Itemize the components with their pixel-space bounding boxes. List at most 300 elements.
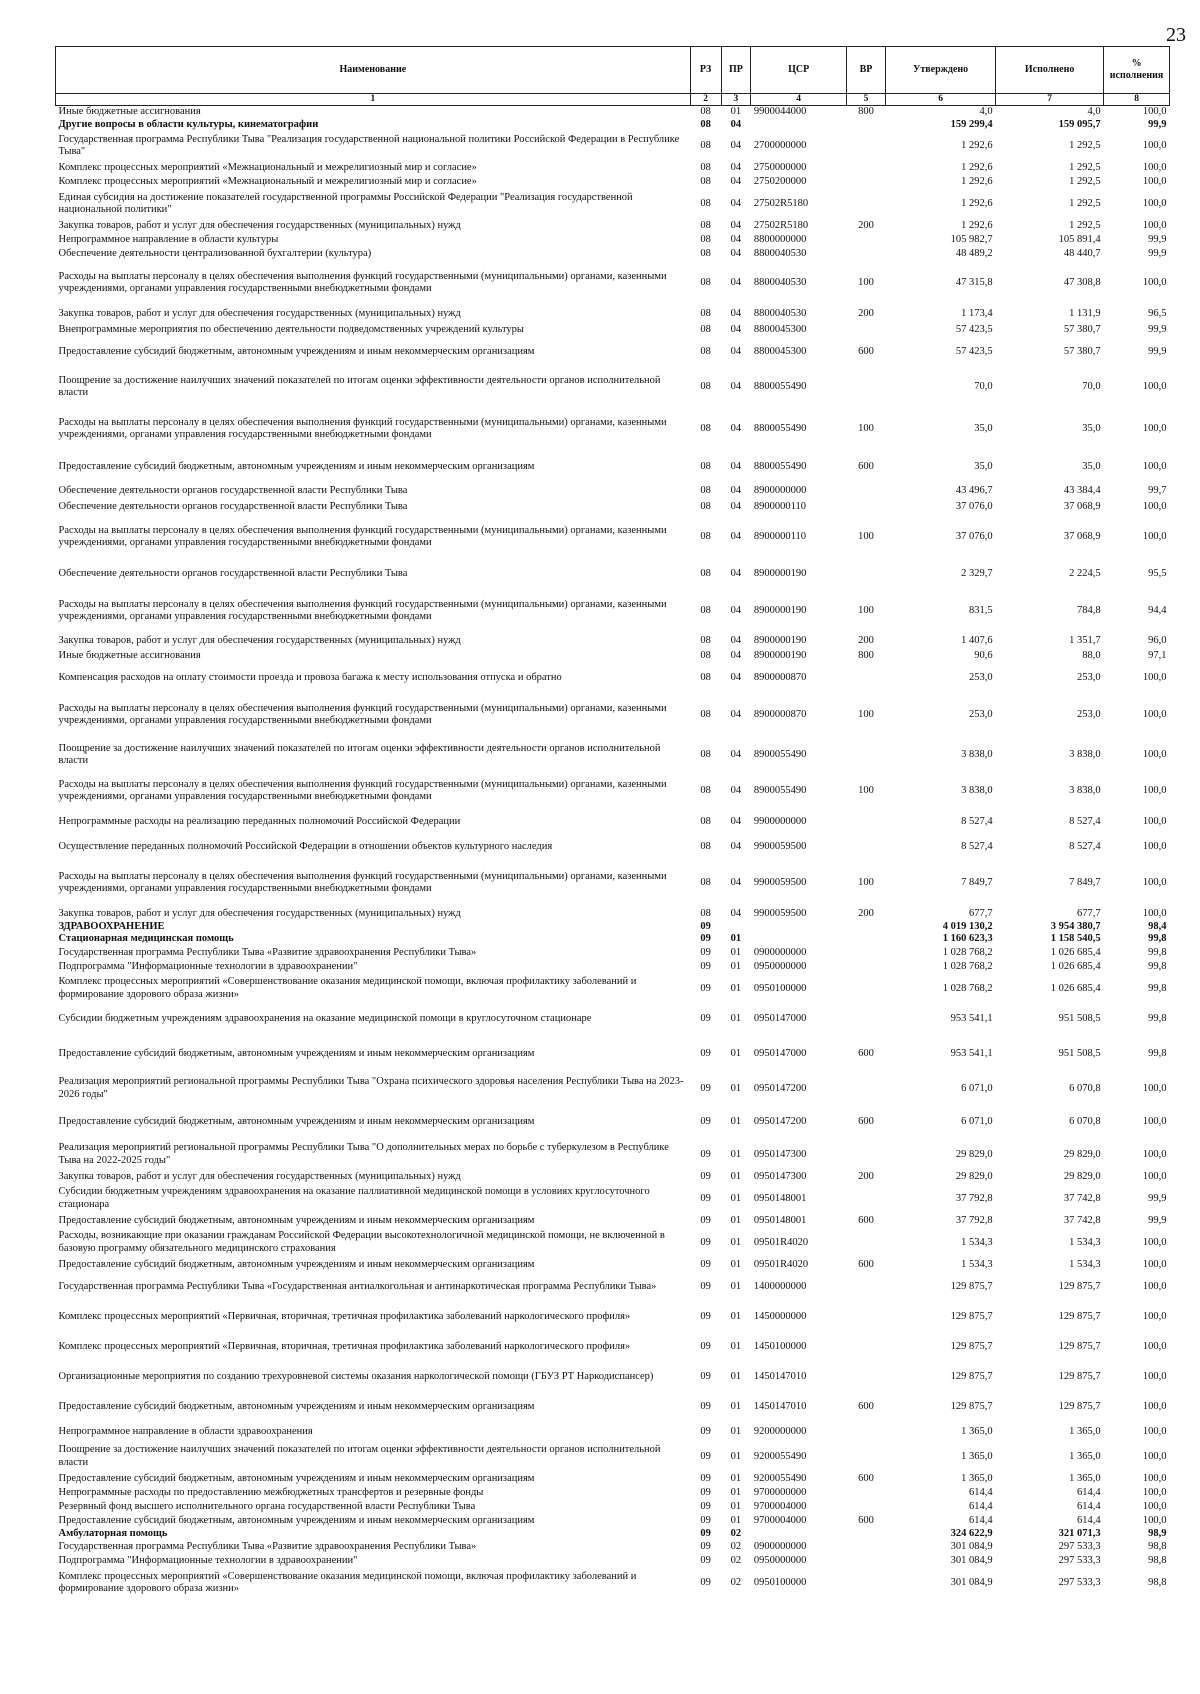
row-pr: 04 [730, 307, 742, 319]
row-percent: 99,8 [1148, 982, 1167, 994]
row-executed: 57 380,7 [1063, 323, 1101, 335]
row-approved: 70,0 [974, 380, 993, 392]
row-pr: 04 [730, 175, 742, 187]
row-rz: 09 [700, 1554, 711, 1566]
row-vr: 800 [858, 106, 874, 118]
table-row [56, 907, 1170, 921]
row-rz: 09 [700, 1258, 711, 1270]
row-approved: 2 329,7 [961, 567, 993, 579]
row-vr: 100 [858, 876, 874, 888]
row-pr: 01 [730, 1514, 742, 1526]
row-percent: 100,0 [1142, 175, 1167, 187]
table-row [56, 1272, 1170, 1302]
row-vr [846, 233, 885, 247]
row-pr: 04 [730, 634, 742, 646]
row-percent: 100,0 [1142, 219, 1167, 231]
row-executed: 1 365,0 [1069, 1450, 1101, 1462]
row-pr: 01 [730, 1047, 742, 1059]
column-header-rz: РЗ [690, 47, 721, 94]
row-csr: 0950000000 [753, 1554, 807, 1566]
row-csr: 9900044000 [753, 106, 807, 118]
table-row [56, 1528, 1170, 1540]
row-vr: 100 [858, 530, 874, 542]
row-vr [846, 1568, 885, 1598]
row-csr: 9700000000 [753, 1486, 807, 1498]
row-executed: 70,0 [1082, 380, 1101, 392]
row-pr: 02 [730, 1554, 742, 1566]
row-vr: 600 [858, 1047, 874, 1059]
row-approved: 677,7 [969, 907, 993, 919]
row-vr [846, 119, 885, 131]
row-csr: 8800055490 [753, 422, 807, 434]
row-rz: 08 [700, 197, 711, 209]
row-vr [846, 175, 885, 189]
row-approved: 1 534,3 [961, 1236, 993, 1248]
row-pr: 04 [730, 484, 742, 496]
row-percent: 100,0 [1142, 1115, 1167, 1127]
row-approved: 37 792,8 [955, 1214, 993, 1226]
table-row [56, 219, 1170, 233]
row-pr: 01 [730, 1450, 742, 1462]
row-csr [751, 921, 847, 933]
row-approved: 1 407,6 [961, 634, 993, 646]
table-row [56, 1034, 1170, 1074]
table-row [56, 1074, 1170, 1104]
row-name: Непрограммное направление в области здравоохранения [58, 1425, 313, 1437]
row-csr: 0950147000 [753, 1012, 807, 1024]
row-approved: 253,0 [969, 708, 993, 720]
row-name: Закупка товаров, работ и услуг для обеспечения государственных (муниципальных) нужд [58, 307, 461, 319]
row-csr: 0950147300 [753, 1170, 807, 1182]
table-row [56, 119, 1170, 131]
column-header-executed: Исполнено [996, 47, 1104, 94]
row-percent: 100,0 [1142, 500, 1167, 512]
row-name: Поощрение за достижение наилучших значений показателей по итогам оценки эффективности деятельности органов исполнительной власти [58, 1444, 661, 1468]
row-percent: 100,0 [1142, 1170, 1167, 1182]
row-percent: 95,5 [1148, 567, 1167, 579]
row-vr: 200 [858, 1170, 874, 1182]
row-vr [846, 1004, 885, 1034]
table-row [56, 1258, 1170, 1272]
row-approved: 614,4 [969, 1500, 993, 1512]
row-rz: 09 [700, 1170, 711, 1182]
row-percent: 96,5 [1148, 307, 1167, 319]
row-executed: 37 742,8 [1063, 1192, 1101, 1204]
table-row [56, 737, 1170, 773]
table-row [56, 337, 1170, 367]
row-name: Резервный фонд высшего исполнительного органа государственной власти Республики Тыва [58, 1500, 476, 1512]
row-pr: 01 [730, 1082, 742, 1094]
row-executed: 4,0 [1087, 106, 1101, 118]
row-approved: 35,0 [974, 460, 993, 472]
row-csr: 0900000000 [753, 946, 807, 958]
row-pr: 01 [730, 946, 742, 958]
row-approved: 4 019 130,2 [942, 920, 993, 932]
row-approved: 614,4 [969, 1486, 993, 1498]
row-approved: 1 028 768,2 [942, 960, 993, 972]
row-percent: 100,0 [1142, 380, 1167, 392]
row-csr: 9700004000 [753, 1500, 807, 1512]
table-row [56, 1302, 1170, 1332]
row-vr [846, 1184, 885, 1214]
row-name: Предоставление субсидий бюджетным, автономным учреждениям и иным некоммерческим организациям [58, 460, 535, 472]
row-rz: 08 [700, 815, 711, 827]
row-percent: 99,9 [1148, 233, 1167, 245]
row-pr: 02 [730, 1540, 742, 1552]
row-approved: 614,4 [969, 1514, 993, 1526]
row-approved: 159 299,4 [950, 118, 993, 130]
row-name: Комплекс процессных мероприятий «Первичная, вторичная, третичная профилактика заболеваний наркологического профиля» [58, 1310, 631, 1322]
row-name: Государственная программа Республики Тыва "Реализация государственной национальной политики Российской Федерации в Республике Тыва" [58, 133, 680, 157]
row-executed: 1 365,0 [1069, 1472, 1101, 1484]
row-approved: 37 792,8 [955, 1192, 993, 1204]
table-row [56, 451, 1170, 483]
row-csr: 0950147200 [753, 1115, 807, 1127]
row-rz: 08 [700, 422, 711, 434]
row-rz: 08 [700, 530, 711, 542]
column-number: 6 [886, 94, 996, 106]
row-vr [846, 499, 885, 515]
row-vr [846, 161, 885, 175]
row-executed: 37 068,9 [1063, 530, 1101, 542]
row-executed: 1 158 540,5 [1050, 933, 1101, 945]
row-rz: 09 [700, 1400, 711, 1412]
table-row [56, 161, 1170, 175]
table-row [56, 1332, 1170, 1362]
row-approved: 1 292,6 [961, 219, 993, 231]
table-row [56, 175, 1170, 189]
row-approved: 1 292,6 [961, 197, 993, 209]
row-pr: 04 [730, 460, 742, 472]
row-name: Предоставление субсидий бюджетным, автономным учреждениям и иным некоммерческим организациям [58, 1214, 535, 1226]
page-number: 23 [1166, 24, 1186, 46]
row-csr: 9200055490 [753, 1472, 807, 1484]
row-csr: 2700000000 [753, 139, 807, 151]
row-rz: 08 [700, 784, 711, 796]
row-vr [846, 247, 885, 261]
row-vr [846, 1228, 885, 1258]
row-csr: 2750200000 [753, 175, 807, 187]
column-header-csr: ЦСР [751, 47, 847, 94]
row-rz: 08 [700, 118, 711, 130]
row-approved: 35,0 [974, 422, 993, 434]
row-pr: 02 [730, 1576, 742, 1588]
table-row [56, 1514, 1170, 1528]
row-approved: 253,0 [969, 671, 993, 683]
row-approved: 301 084,9 [950, 1540, 993, 1552]
row-percent: 100,0 [1142, 1258, 1167, 1270]
row-csr: 0950147200 [753, 1082, 807, 1094]
table-row [56, 305, 1170, 323]
row-name: Поощрение за достижение наилучших значений показателей по итогам оценки эффективности деятельности органов исполнительной власти [58, 742, 661, 766]
row-csr: 8800000000 [753, 233, 807, 245]
row-approved: 57 423,5 [955, 345, 993, 357]
row-pr: 01 [730, 1012, 742, 1024]
row-pr: 01 [730, 1472, 742, 1484]
row-percent: 100,0 [1142, 1500, 1167, 1512]
row-csr: 8900055490 [753, 784, 807, 796]
row-vr: 200 [858, 307, 874, 319]
row-csr: 9900000000 [753, 815, 807, 827]
row-vr [846, 1486, 885, 1500]
row-name: Другие вопросы в области культуры, кинематографии [58, 118, 319, 130]
row-vr [846, 1528, 885, 1540]
row-name: Расходы на выплаты персоналу в целях обеспечения выполнения функций государственными (муниципальными) органами, казенными учреждениями, органами управления государственными внебюджетными фондами [58, 702, 667, 726]
table-row [56, 367, 1170, 407]
row-rz: 08 [700, 708, 711, 720]
row-name: Предоставление субсидий бюджетным, автономным учреждениям и иным некоммерческим организациям [58, 1115, 535, 1127]
row-percent: 100,0 [1142, 840, 1167, 852]
row-rz: 08 [700, 307, 711, 319]
table-row [56, 974, 1170, 1004]
row-name: Закупка товаров, работ и услуг для обеспечения государственных (муниципальных) нужд [58, 634, 461, 646]
row-rz: 08 [700, 247, 711, 259]
row-name: Субсидии бюджетным учреждениям здравоохранения на оказание паллиативной медицинской помощи в условиях круглосуточного стационара [58, 1186, 650, 1210]
row-approved: 48 489,2 [955, 247, 993, 259]
row-executed: 3 838,0 [1069, 748, 1101, 760]
row-vr [846, 809, 885, 835]
row-name: Комплекс процессных мероприятий «Первичная, вторичная, третичная профилактика заболеваний наркологического профиля» [58, 1340, 631, 1352]
row-vr: 200 [858, 634, 874, 646]
row-percent: 100,0 [1142, 1425, 1167, 1437]
row-csr: 8800055490 [753, 380, 807, 392]
row-percent: 100,0 [1142, 1472, 1167, 1484]
row-csr: 8900000110 [753, 500, 806, 512]
row-name: Комплекс процессных мероприятий «Совершенствование оказания медицинской помощи, включая профилактику заболеваний и формирование здорового образа жизни» [58, 976, 637, 1000]
row-vr [846, 663, 885, 693]
row-csr: 1400000000 [753, 1280, 807, 1292]
row-rz: 09 [700, 1192, 711, 1204]
row-pr: 01 [730, 1115, 742, 1127]
row-vr [846, 1500, 885, 1514]
row-executed: 29 829,0 [1063, 1170, 1101, 1182]
row-approved: 4,0 [979, 106, 993, 118]
row-percent: 99,8 [1148, 1047, 1167, 1059]
row-executed: 1 131,9 [1069, 307, 1101, 319]
row-percent: 98,9 [1148, 1527, 1167, 1539]
row-approved: 1 365,0 [961, 1450, 993, 1462]
row-rz: 09 [700, 920, 711, 932]
row-executed: 1 365,0 [1069, 1425, 1101, 1437]
column-number: 1 [56, 94, 691, 106]
row-vr: 100 [858, 422, 874, 434]
row-approved: 6 071,0 [961, 1082, 993, 1094]
row-csr: 8800055490 [753, 460, 807, 472]
row-csr [751, 1528, 847, 1540]
row-name: Предоставление субсидий бюджетным, автономным учреждениям и иным некоммерческим организациям [58, 1400, 535, 1412]
row-name: Расходы, возникающие при оказании гражданам Российской Федерации высокотехнологичной медицинской помощи, не включенной в базовую программу обязательного медицинского страхования [58, 1230, 665, 1254]
row-pr: 04 [730, 604, 742, 616]
row-pr: 01 [730, 982, 742, 994]
row-name: Государственная программа Республики Тыва «Государственная антиалкогольная и антинаркотическая программа Республики Тыва» [58, 1280, 657, 1292]
row-percent: 100,0 [1142, 671, 1167, 683]
row-rz: 09 [700, 1012, 711, 1024]
row-vr [846, 1554, 885, 1568]
row-name: ЗДРАВООХРАНЕНИЕ [58, 920, 165, 932]
row-approved: 105 982,7 [950, 233, 993, 245]
row-percent: 100,0 [1142, 784, 1167, 796]
row-executed: 1 026 685,4 [1050, 946, 1101, 958]
row-percent: 99,8 [1148, 946, 1167, 958]
row-vr [846, 1332, 885, 1362]
row-rz: 08 [700, 876, 711, 888]
row-rz: 09 [700, 1115, 711, 1127]
table-row [56, 859, 1170, 907]
row-pr: 04 [730, 276, 742, 288]
budget-execution-table [55, 46, 1170, 1598]
row-pr [721, 921, 751, 933]
row-vr [846, 960, 885, 974]
row-vr: 200 [858, 907, 874, 919]
row-executed: 37 742,8 [1063, 1214, 1101, 1226]
row-vr [846, 933, 885, 945]
row-rz: 09 [700, 1047, 711, 1059]
row-rz: 09 [700, 960, 711, 972]
row-vr [846, 921, 885, 933]
row-name: Обеспечение деятельности органов государственной власти Республики Тыва [58, 567, 408, 579]
table-row [56, 933, 1170, 945]
row-name: Государственная программа Республики Тыва «Развитие здравоохранения Республики Тыва» [58, 1540, 477, 1552]
row-name: Расходы на выплаты персоналу в целях обеспечения выполнения функций государственными (муниципальными) органами, казенными учреждениями, органами управления государственными внебюджетными фондами [58, 416, 667, 440]
row-pr: 04 [730, 784, 742, 796]
row-executed: 43 384,4 [1063, 484, 1101, 496]
row-pr: 01 [730, 1258, 742, 1270]
table-row [56, 1442, 1170, 1472]
row-vr: 100 [858, 604, 874, 616]
row-csr: 0950148001 [753, 1214, 807, 1226]
row-executed: 614,4 [1077, 1500, 1101, 1512]
row-rz: 09 [700, 1310, 711, 1322]
row-rz: 08 [700, 907, 711, 919]
row-executed: 614,4 [1077, 1486, 1101, 1498]
row-name: Обеспечение деятельности органов государственной власти Республики Тыва [58, 500, 408, 512]
row-percent: 100,0 [1142, 815, 1167, 827]
row-vr: 100 [858, 784, 874, 796]
table-row [56, 499, 1170, 515]
row-csr: 8900055490 [753, 748, 807, 760]
table-row [56, 1472, 1170, 1486]
row-name: Расходы на выплаты персоналу в целях обеспечения выполнения функций государственными (муниципальными) органами, казенными учреждениями, органами управления государственными внебюджетными фондами [58, 270, 667, 294]
table-row [56, 515, 1170, 559]
row-pr: 02 [730, 1527, 742, 1539]
row-pr: 01 [730, 1170, 742, 1182]
row-csr: 8800040530 [753, 247, 807, 259]
row-csr: 8900000190 [753, 634, 807, 646]
row-pr: 01 [730, 1236, 742, 1248]
row-executed: 8 527,4 [1069, 840, 1101, 852]
table-row [56, 946, 1170, 960]
row-pr: 04 [730, 247, 742, 259]
row-percent: 100,0 [1142, 106, 1167, 118]
row-approved: 8 527,4 [961, 815, 993, 827]
row-rz: 08 [700, 567, 711, 579]
row-percent: 99,8 [1148, 933, 1167, 945]
row-pr: 04 [730, 748, 742, 760]
row-name: Расходы на выплаты персоналу в целях обеспечения выполнения функций государственными (муниципальными) органами, казенными учреждениями, органами управления государственными внебюджетными фондами [58, 524, 667, 548]
row-percent: 100,0 [1142, 1370, 1167, 1382]
row-executed: 1 292,5 [1069, 219, 1101, 231]
row-executed: 1 534,3 [1069, 1236, 1101, 1248]
row-name: Непрограммные расходы на реализацию переданных полномочий Российской Федерации [58, 815, 461, 827]
row-percent: 100,0 [1142, 1310, 1167, 1322]
table-row [56, 921, 1170, 933]
row-approved: 29 829,0 [955, 1170, 993, 1182]
row-vr [846, 1442, 885, 1472]
row-executed: 951 508,5 [1058, 1047, 1101, 1059]
row-approved: 90,6 [974, 649, 993, 661]
row-name: Предоставление субсидий бюджетным, автономным учреждениям и иным некоммерческим организациям [58, 1258, 535, 1270]
row-vr [846, 737, 885, 773]
row-csr: 0900000000 [753, 1540, 807, 1552]
row-pr: 01 [730, 1214, 742, 1226]
row-executed: 253,0 [1077, 708, 1101, 720]
row-rz: 09 [700, 1450, 711, 1462]
row-rz: 08 [700, 748, 711, 760]
row-approved: 3 838,0 [961, 784, 993, 796]
row-pr: 01 [730, 960, 742, 972]
row-rz: 08 [700, 649, 711, 661]
row-approved: 1 365,0 [961, 1472, 993, 1484]
row-name: Осуществление переданных полномочий Российской Федерации в отношении объектов культурного наследия [58, 840, 553, 852]
table-row [56, 261, 1170, 305]
row-approved: 953 541,1 [950, 1012, 993, 1024]
row-csr: 8900000190 [753, 567, 807, 579]
row-executed: 29 829,0 [1063, 1148, 1101, 1160]
row-csr: 9700004000 [753, 1514, 807, 1526]
table-row [56, 1104, 1170, 1140]
table-header-row [56, 47, 1170, 94]
row-approved: 8 527,4 [961, 840, 993, 852]
row-percent: 100,0 [1142, 1082, 1167, 1094]
row-percent: 100,0 [1142, 1340, 1167, 1352]
row-approved: 129 875,7 [950, 1340, 993, 1352]
row-vr: 100 [858, 708, 874, 720]
row-rz: 08 [700, 484, 711, 496]
row-rz: 09 [700, 1472, 711, 1484]
row-pr: 01 [730, 1148, 742, 1160]
row-vr: 600 [858, 460, 874, 472]
row-percent: 100,0 [1142, 1148, 1167, 1160]
row-approved: 1 028 768,2 [942, 982, 993, 994]
row-csr: 1450100000 [753, 1340, 807, 1352]
row-approved: 1 365,0 [961, 1425, 993, 1437]
row-approved: 301 084,9 [950, 1554, 993, 1566]
row-vr [846, 483, 885, 499]
row-rz: 08 [700, 634, 711, 646]
row-approved: 1 173,4 [961, 307, 993, 319]
row-rz: 09 [700, 1514, 711, 1526]
table-row [56, 649, 1170, 663]
row-rz: 08 [700, 604, 711, 616]
row-csr [751, 119, 847, 131]
row-pr: 04 [730, 422, 742, 434]
row-approved: 1 160 623,3 [942, 933, 993, 945]
row-executed: 1 292,5 [1069, 139, 1101, 151]
row-csr: 0950147300 [753, 1148, 807, 1160]
row-approved: 831,5 [969, 604, 993, 616]
row-approved: 129 875,7 [950, 1370, 993, 1382]
row-executed: 35,0 [1082, 460, 1101, 472]
row-csr: 8800040530 [753, 307, 807, 319]
row-vr: 600 [858, 1472, 874, 1484]
row-vr [846, 559, 885, 589]
row-percent: 100,0 [1142, 876, 1167, 888]
row-approved: 1 534,3 [961, 1258, 993, 1270]
row-name: Расходы на выплаты персоналу в целях обеспечения выполнения функций государственными (муниципальными) органами, казенными учреждениями, органами управления государственными внебюджетными фондами [58, 598, 667, 622]
row-csr: 1450000000 [753, 1310, 807, 1322]
row-percent: 98,8 [1148, 1576, 1167, 1588]
row-percent: 100,0 [1142, 907, 1167, 919]
